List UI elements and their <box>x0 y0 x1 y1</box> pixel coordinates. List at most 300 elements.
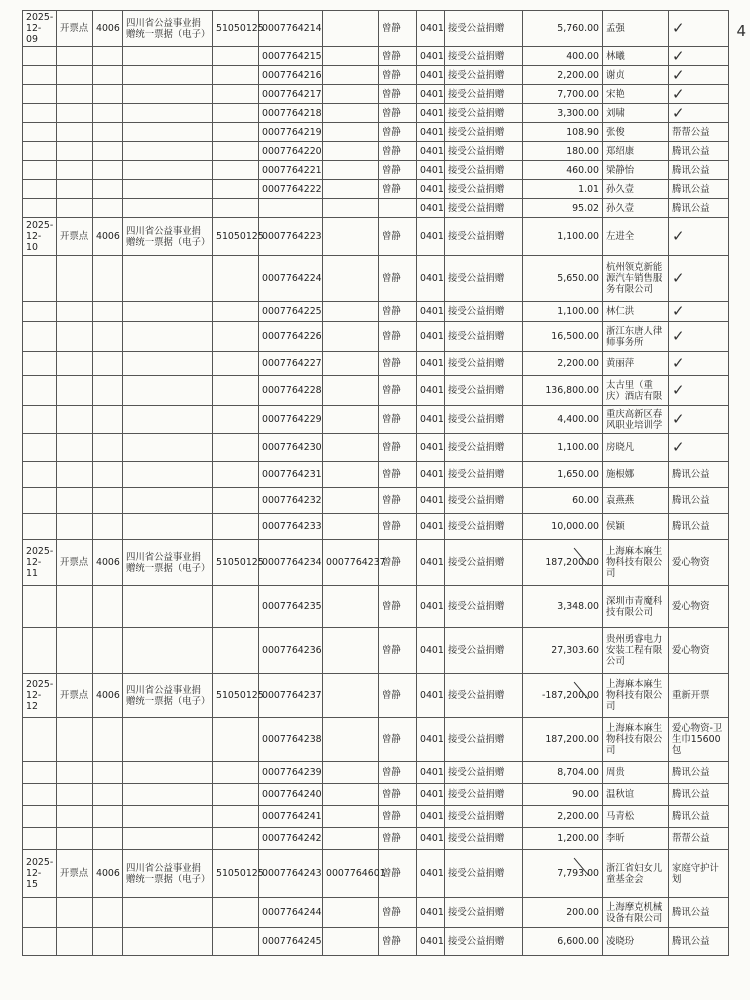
category-cell <box>123 180 213 199</box>
remark-cell: 腾讯公益 <box>669 488 729 514</box>
doc-number-from-cell: 0007764227 <box>259 352 323 376</box>
payer-cell: 宋艳 <box>603 85 669 104</box>
code-cell <box>213 104 259 123</box>
code-cell <box>213 928 259 956</box>
operator-cell: 曾静 <box>379 406 417 434</box>
doc-number-to-cell <box>323 199 379 218</box>
remark-cell: ✓ <box>669 256 729 302</box>
summary-cell: 接受公益捐赠 <box>445 806 523 828</box>
table-row <box>23 123 729 142</box>
doc-number-from-cell: 0007764224 <box>259 256 323 302</box>
doc-number-from-cell: 0007764222 <box>259 180 323 199</box>
dept-cell: 4006 <box>93 218 123 256</box>
type-cell <box>57 376 93 406</box>
summary-cell: 接受公益捐赠 <box>445 302 523 322</box>
payer-cell: 深圳市青魔科技有限公司 <box>603 586 669 628</box>
summary-cell: 接受公益捐赠 <box>445 488 523 514</box>
category-cell <box>123 123 213 142</box>
table-row <box>23 586 729 628</box>
category-cell <box>123 434 213 462</box>
table-row <box>23 462 729 488</box>
code-cell: 51050125 <box>213 11 259 47</box>
category-cell <box>123 142 213 161</box>
table-row <box>23 322 729 352</box>
remark-cell: ✓ <box>669 104 729 123</box>
summary-cell: 接受公益捐赠 <box>445 142 523 161</box>
doc-number-to-cell <box>323 674 379 718</box>
category-cell <box>123 161 213 180</box>
doc-number-to-cell: 0007764237 <box>323 540 379 586</box>
summary-cell: 接受公益捐赠 <box>445 514 523 540</box>
remark-cell: ✓ <box>669 434 729 462</box>
code-cell: 51050125 <box>213 218 259 256</box>
date-cell <box>23 514 57 540</box>
remark-cell: 腾讯公益 <box>669 806 729 828</box>
date-cell <box>23 85 57 104</box>
operator-cell: 曾静 <box>379 586 417 628</box>
amount-cell: 10,000.00 <box>523 514 603 540</box>
date-cell <box>23 434 57 462</box>
type-cell <box>57 784 93 806</box>
type-cell <box>57 256 93 302</box>
doc-number-from-cell: 0007764230 <box>259 434 323 462</box>
date-cell: 2025-12-11 <box>23 540 57 586</box>
remark-cell: 腾讯公益 <box>669 762 729 784</box>
category-cell <box>123 302 213 322</box>
payer-cell: 张俊 <box>603 123 669 142</box>
type-cell <box>57 123 93 142</box>
doc-number-to-cell <box>323 434 379 462</box>
dept-cell <box>93 628 123 674</box>
doc-number-to-cell <box>323 628 379 674</box>
doc-number-from-cell: 0007764234 <box>259 540 323 586</box>
dept-cell <box>93 898 123 928</box>
type-cell: 开票点 <box>57 850 93 898</box>
remark-cell: 爱心物资 <box>669 540 729 586</box>
code-cell <box>213 66 259 85</box>
date-cell <box>23 784 57 806</box>
payer-cell: 左进全 <box>603 218 669 256</box>
payer-cell: 谢贞 <box>603 66 669 85</box>
amount-cell: 27,303.60 <box>523 628 603 674</box>
date-cell <box>23 406 57 434</box>
amount-cell: 8,704.00 <box>523 762 603 784</box>
account-cell: 0401 <box>417 784 445 806</box>
remark-cell: ✓ <box>669 85 729 104</box>
date-cell: 2025-12-10 <box>23 218 57 256</box>
code-cell <box>213 762 259 784</box>
code-cell <box>213 322 259 352</box>
category-cell <box>123 322 213 352</box>
summary-cell: 接受公益捐赠 <box>445 352 523 376</box>
category-cell <box>123 762 213 784</box>
category-cell <box>123 256 213 302</box>
dept-cell <box>93 180 123 199</box>
operator-cell: 曾静 <box>379 718 417 762</box>
summary-cell: 接受公益捐赠 <box>445 161 523 180</box>
date-cell <box>23 302 57 322</box>
category-cell: 四川省公益事业捐赠统一票据（电子） <box>123 218 213 256</box>
code-cell <box>213 406 259 434</box>
code-cell: 51050125 <box>213 674 259 718</box>
remark-cell: 腾讯公益 <box>669 514 729 540</box>
operator-cell: 曾静 <box>379 85 417 104</box>
doc-number-from-cell: 0007764245 <box>259 928 323 956</box>
account-cell: 0401 <box>417 434 445 462</box>
code-cell <box>213 828 259 850</box>
operator-cell: 曾静 <box>379 674 417 718</box>
table-row <box>23 406 729 434</box>
summary-cell: 接受公益捐赠 <box>445 898 523 928</box>
doc-number-to-cell <box>323 180 379 199</box>
amount-cell: 1,100.00 <box>523 302 603 322</box>
code-cell <box>213 898 259 928</box>
table-row <box>23 674 729 718</box>
dept-cell <box>93 514 123 540</box>
summary-cell: 接受公益捐赠 <box>445 674 523 718</box>
dept-cell <box>93 828 123 850</box>
account-cell: 0401 <box>417 376 445 406</box>
table-row <box>23 376 729 406</box>
remark-cell: 腾讯公益 <box>669 928 729 956</box>
doc-number-to-cell <box>323 828 379 850</box>
doc-number-from-cell: 0007764239 <box>259 762 323 784</box>
date-cell <box>23 180 57 199</box>
operator-cell: 曾静 <box>379 322 417 352</box>
dept-cell <box>93 462 123 488</box>
doc-number-to-cell <box>323 85 379 104</box>
payer-cell: 黄丽萍 <box>603 352 669 376</box>
category-cell <box>123 376 213 406</box>
amount-cell: 200.00 <box>523 898 603 928</box>
remark-cell: 腾讯公益 <box>669 199 729 218</box>
operator-cell: 曾静 <box>379 376 417 406</box>
type-cell: 开票点 <box>57 11 93 47</box>
date-cell <box>23 488 57 514</box>
account-cell: 0401 <box>417 488 445 514</box>
type-cell: 开票点 <box>57 674 93 718</box>
date-cell <box>23 628 57 674</box>
table-row <box>23 199 729 218</box>
date-cell <box>23 928 57 956</box>
remark-cell: 帮帮公益 <box>669 123 729 142</box>
operator-cell: 曾静 <box>379 434 417 462</box>
table-row <box>23 828 729 850</box>
operator-cell: 曾静 <box>379 762 417 784</box>
type-cell <box>57 142 93 161</box>
page-number: 4 <box>736 22 746 40</box>
payer-cell: 周贵 <box>603 762 669 784</box>
category-cell <box>123 199 213 218</box>
account-cell: 0401 <box>417 256 445 302</box>
operator-cell: 曾静 <box>379 488 417 514</box>
payer-cell: 郑绍康 <box>603 142 669 161</box>
doc-number-to-cell <box>323 806 379 828</box>
doc-number-from-cell: 0007764232 <box>259 488 323 514</box>
table-row <box>23 256 729 302</box>
doc-number-to-cell <box>323 11 379 47</box>
date-cell <box>23 806 57 828</box>
remark-cell: 腾讯公益 <box>669 180 729 199</box>
payer-cell: 上海摩克机械设备有限公司 <box>603 898 669 928</box>
operator-cell: 曾静 <box>379 302 417 322</box>
type-cell <box>57 434 93 462</box>
account-cell: 0401 <box>417 674 445 718</box>
amount-cell: 1,650.00 <box>523 462 603 488</box>
dept-cell <box>93 142 123 161</box>
remark-cell: 腾讯公益 <box>669 462 729 488</box>
type-cell <box>57 66 93 85</box>
date-cell <box>23 256 57 302</box>
date-cell <box>23 123 57 142</box>
doc-number-to-cell <box>323 462 379 488</box>
doc-number-from-cell: 0007764235 <box>259 586 323 628</box>
dept-cell <box>93 199 123 218</box>
category-cell <box>123 898 213 928</box>
dept-cell: 4006 <box>93 540 123 586</box>
type-cell <box>57 302 93 322</box>
amount-cell: 5,650.00 <box>523 256 603 302</box>
category-cell <box>123 406 213 434</box>
summary-cell: 接受公益捐赠 <box>445 199 523 218</box>
operator-cell: 曾静 <box>379 142 417 161</box>
type-cell <box>57 586 93 628</box>
type-cell <box>57 462 93 488</box>
category-cell <box>123 514 213 540</box>
summary-cell: 接受公益捐赠 <box>445 828 523 850</box>
payer-cell: 林仁洪 <box>603 302 669 322</box>
dept-cell <box>93 488 123 514</box>
doc-number-to-cell <box>323 718 379 762</box>
amount-cell: 1,100.00 <box>523 218 603 256</box>
doc-number-to-cell <box>323 161 379 180</box>
account-cell: 0401 <box>417 850 445 898</box>
remark-cell: 腾讯公益 <box>669 784 729 806</box>
amount-cell: 1.01 <box>523 180 603 199</box>
amount-cell: 3,300.00 <box>523 104 603 123</box>
payer-cell: 浙江省妇女儿童基金会 <box>603 850 669 898</box>
amount-cell: 90.00 <box>523 784 603 806</box>
amount-cell: 187,200.00 <box>523 718 603 762</box>
doc-number-from-cell: 0007764220 <box>259 142 323 161</box>
category-cell: 四川省公益事业捐赠统一票据（电子） <box>123 850 213 898</box>
code-cell <box>213 434 259 462</box>
code-cell <box>213 180 259 199</box>
remark-cell: 腾讯公益 <box>669 142 729 161</box>
payer-cell: 袁燕燕 <box>603 488 669 514</box>
summary-cell: 接受公益捐赠 <box>445 434 523 462</box>
doc-number-to-cell <box>323 928 379 956</box>
category-cell <box>123 104 213 123</box>
remark-cell: ✓ <box>669 376 729 406</box>
code-cell <box>213 376 259 406</box>
account-cell: 0401 <box>417 928 445 956</box>
date-cell <box>23 161 57 180</box>
type-cell <box>57 488 93 514</box>
remark-cell: 腾讯公益 <box>669 898 729 928</box>
doc-number-to-cell <box>323 514 379 540</box>
dept-cell <box>93 762 123 784</box>
table-row <box>23 488 729 514</box>
dept-cell: 4006 <box>93 11 123 47</box>
payer-cell: 施根娜 <box>603 462 669 488</box>
type-cell <box>57 898 93 928</box>
operator-cell: 曾静 <box>379 850 417 898</box>
account-cell: 0401 <box>417 123 445 142</box>
doc-number-from-cell: 0007764215 <box>259 47 323 66</box>
code-cell <box>213 85 259 104</box>
category-cell <box>123 47 213 66</box>
amount-cell: 2,200.00 <box>523 806 603 828</box>
date-cell <box>23 718 57 762</box>
category-cell <box>123 928 213 956</box>
doc-number-from-cell: 0007764233 <box>259 514 323 540</box>
date-cell <box>23 47 57 66</box>
amount-cell: -187,200.00 <box>523 674 603 718</box>
payer-cell: 李昕 <box>603 828 669 850</box>
account-cell: 0401 <box>417 11 445 47</box>
code-cell <box>213 628 259 674</box>
payer-cell: 房晓凡 <box>603 434 669 462</box>
remark-cell: ✓ <box>669 66 729 85</box>
account-cell: 0401 <box>417 302 445 322</box>
category-cell <box>123 718 213 762</box>
category-cell <box>123 85 213 104</box>
code-cell <box>213 142 259 161</box>
summary-cell: 接受公益捐赠 <box>445 47 523 66</box>
type-cell <box>57 806 93 828</box>
doc-number-from-cell: 0007764236 <box>259 628 323 674</box>
remark-cell: ✓ <box>669 47 729 66</box>
date-cell <box>23 762 57 784</box>
account-cell: 0401 <box>417 199 445 218</box>
remark-cell: 爱心物资 <box>669 628 729 674</box>
summary-cell: 接受公益捐赠 <box>445 123 523 142</box>
table-row <box>23 762 729 784</box>
payer-cell: 重庆高新区春风职业培训学 <box>603 406 669 434</box>
doc-number-to-cell <box>323 66 379 85</box>
doc-number-to-cell <box>323 104 379 123</box>
doc-number-to-cell <box>323 142 379 161</box>
operator-cell: 曾静 <box>379 928 417 956</box>
date-cell <box>23 828 57 850</box>
date-cell <box>23 322 57 352</box>
operator-cell: 曾静 <box>379 66 417 85</box>
remark-cell: ✓ <box>669 406 729 434</box>
table-row <box>23 66 729 85</box>
amount-cell: 136,800.00 <box>523 376 603 406</box>
amount-cell: 60.00 <box>523 488 603 514</box>
table-row <box>23 104 729 123</box>
payer-cell: 侯颖 <box>603 514 669 540</box>
summary-cell: 接受公益捐赠 <box>445 762 523 784</box>
doc-number-to-cell <box>323 586 379 628</box>
amount-cell: 108.90 <box>523 123 603 142</box>
code-cell <box>213 123 259 142</box>
code-cell <box>213 488 259 514</box>
date-cell <box>23 462 57 488</box>
date-cell <box>23 376 57 406</box>
table-row <box>23 180 729 199</box>
account-cell: 0401 <box>417 806 445 828</box>
operator-cell: 曾静 <box>379 256 417 302</box>
account-cell: 0401 <box>417 104 445 123</box>
operator-cell: 曾静 <box>379 218 417 256</box>
doc-number-to-cell: 0007764601 <box>323 850 379 898</box>
doc-number-to-cell <box>323 322 379 352</box>
account-cell: 0401 <box>417 828 445 850</box>
payer-cell: 浙江东唐人律师事务所 <box>603 322 669 352</box>
doc-number-from-cell: 0007764228 <box>259 376 323 406</box>
summary-cell: 接受公益捐赠 <box>445 218 523 256</box>
date-cell: 2025-12-12 <box>23 674 57 718</box>
operator-cell: 曾静 <box>379 462 417 488</box>
operator-cell: 曾静 <box>379 104 417 123</box>
payer-cell: 梁静怡 <box>603 161 669 180</box>
code-cell <box>213 302 259 322</box>
table-row <box>23 218 729 256</box>
summary-cell: 接受公益捐赠 <box>445 718 523 762</box>
code-cell <box>213 47 259 66</box>
doc-number-to-cell <box>323 898 379 928</box>
doc-number-from-cell: 0007764225 <box>259 302 323 322</box>
summary-cell: 接受公益捐赠 <box>445 322 523 352</box>
type-cell <box>57 322 93 352</box>
table-row <box>23 11 729 47</box>
date-cell <box>23 898 57 928</box>
type-cell <box>57 161 93 180</box>
table-row <box>23 806 729 828</box>
summary-cell: 接受公益捐赠 <box>445 784 523 806</box>
account-cell: 0401 <box>417 514 445 540</box>
category-cell <box>123 828 213 850</box>
receipt-ledger-table <box>22 10 729 956</box>
doc-number-to-cell <box>323 784 379 806</box>
account-cell: 0401 <box>417 462 445 488</box>
amount-cell: 6,600.00 <box>523 928 603 956</box>
amount-cell: 1,100.00 <box>523 434 603 462</box>
doc-number-from-cell: 0007764242 <box>259 828 323 850</box>
table-row <box>23 47 729 66</box>
doc-number-from-cell: 0007764214 <box>259 11 323 47</box>
payer-cell: 凌晓玢 <box>603 928 669 956</box>
type-cell <box>57 104 93 123</box>
type-cell <box>57 199 93 218</box>
table-row <box>23 142 729 161</box>
type-cell <box>57 762 93 784</box>
account-cell: 0401 <box>417 762 445 784</box>
doc-number-to-cell <box>323 352 379 376</box>
account-cell: 0401 <box>417 66 445 85</box>
category-cell <box>123 628 213 674</box>
summary-cell: 接受公益捐赠 <box>445 540 523 586</box>
type-cell <box>57 628 93 674</box>
doc-number-from-cell: 0007764217 <box>259 85 323 104</box>
table-row <box>23 514 729 540</box>
operator-cell: 曾静 <box>379 784 417 806</box>
doc-number-to-cell <box>323 302 379 322</box>
table-row <box>23 352 729 376</box>
dept-cell <box>93 376 123 406</box>
doc-number-from-cell: 0007764223 <box>259 218 323 256</box>
operator-cell: 曾静 <box>379 514 417 540</box>
doc-number-from-cell: 0007764231 <box>259 462 323 488</box>
doc-number-from-cell: 0007764237 <box>259 674 323 718</box>
amount-cell: 2,200.00 <box>523 352 603 376</box>
doc-number-from-cell: 0007764218 <box>259 104 323 123</box>
category-cell <box>123 488 213 514</box>
amount-cell: 95.02 <box>523 199 603 218</box>
